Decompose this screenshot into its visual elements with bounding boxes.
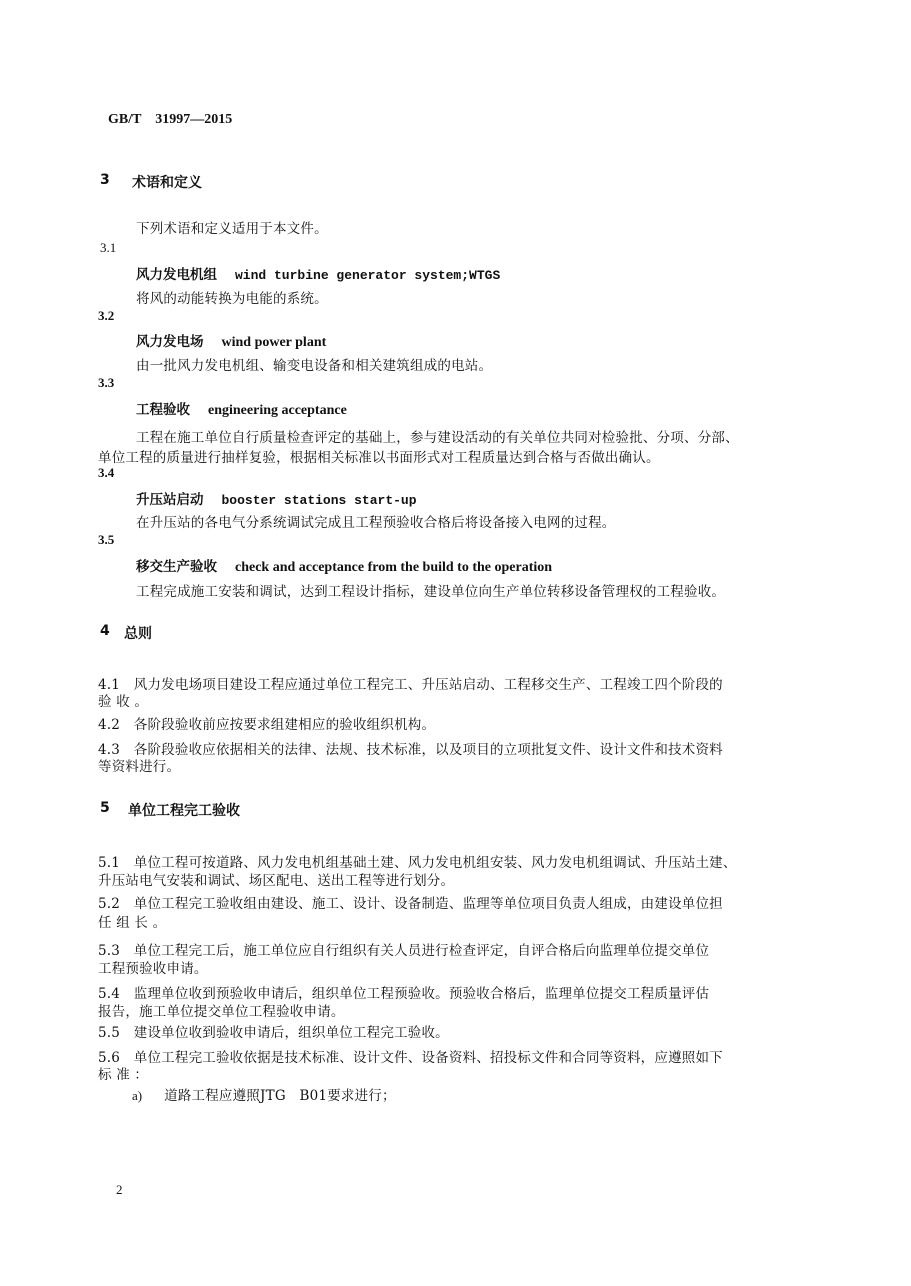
item-5-1-line2: 升压站电气安装和调试、场区配电、送出工程等进行划分。: [98, 873, 455, 889]
item-5-6-line2: 标 准 ：: [98, 1067, 149, 1083]
item-5-1-line1: 5.1 单位工程可按道路、风力发电机组基础土建、风力发电机组安装、风力发电机组调试、升压站土建、: [98, 855, 737, 871]
term-3-4-cn: 升压站启动: [136, 492, 204, 508]
term-3-2-definition: 由一批风力发电机组、输变电设备和相关建筑组成的电站。: [136, 358, 493, 374]
section-3-title: 术语和定义: [132, 175, 202, 191]
term-3-2-en: wind power plant: [221, 335, 327, 350]
term-3-4-en: booster stations start-up: [221, 493, 417, 508]
term-3-1-heading: [136, 263, 500, 283]
term-3-1-cn: 风力发电机组: [136, 267, 217, 283]
term-3-3-en: engineering acceptance: [208, 403, 347, 418]
item-4-3-line2: 等资料进行。: [98, 759, 181, 775]
term-3-5-en: check and acceptance from the build to the operation: [235, 560, 553, 575]
term-3-3-definition-line1: 工程在施工单位自行质量检查评定的基础上，参与建设活动的有关单位共同对检验批、分项、分部、: [136, 430, 739, 446]
section-5-number: 5: [100, 800, 110, 816]
item-5-3-line1: 5.3 单位工程完工后，施工单位应自行组织有关人员进行检查评定，自评合格后向监理单位提交单位: [98, 943, 710, 959]
item-5-4-line1: 5.4 监理单位收到预验收申请后，组织单位工程预验收。预验收合格后，监理单位提交工程质量评估: [98, 986, 710, 1002]
list-item-a-label: a): [132, 1088, 143, 1103]
term-3-3-cn: 工程验收: [136, 402, 190, 418]
list-item-a: [132, 1084, 396, 1104]
term-3-4-definition: 在升压站的各电气分系统调试完成且工程预验收合格后将设备接入电网的过程。: [136, 515, 616, 531]
term-3-1-en: wind turbine generator system;WTGS: [235, 268, 501, 283]
item-5-2-line2: 任 组 长 。: [98, 915, 167, 931]
item-5-2-line1: 5.2 单位工程完工验收组由建设、施工、设计、设备制造、监理等单位项目负责人组成，由建设单位担: [98, 896, 723, 912]
standard-code: GB/T 31997—2015: [108, 112, 233, 127]
term-3-5-definition: 工程完成施工安装和调试，达到工程设计指标，建设单位向生产单位转移设备管理权的工程验收。: [136, 584, 726, 600]
section-3-intro: 下列术语和定义适用于本文件。: [136, 221, 328, 237]
page-number: 2: [116, 1182, 123, 1197]
item-4-3-line1: 4.3 各阶段验收应依据相关的法律、法规、技术标准，以及项目的立项批复文件、设计文件和技术资料: [98, 742, 723, 758]
list-item-a-text: 道路工程应遵照JTG B01要求进行；: [164, 1088, 396, 1104]
term-3-5-cn: 移交生产验收: [136, 559, 217, 575]
item-5-6-line1: 5.6 单位工程完工验收依据是技术标准、设计文件、设备资料、招投标文件和合同等资料，应遵照如下: [98, 1050, 723, 1066]
term-3-4-number: 3.4: [98, 465, 115, 480]
section-4-title: 总则: [124, 626, 152, 642]
term-3-3-heading: [136, 398, 347, 419]
item-5-5: 5.5 建设单位收到验收申请后，组织单位工程完工验收。: [98, 1025, 449, 1041]
item-4-1-line1: 4.1 风力发电场项目建设工程应通过单位工程完工、升压站启动、工程移交生产、工程竣工四个阶段的: [98, 677, 723, 693]
item-5-4-line2: 报告，施工单位提交单位工程验收申请。: [98, 1004, 345, 1020]
item-4-1-line2: 验 收 。: [98, 694, 149, 710]
item-5-3-line2: 工程预验收申请。: [98, 961, 208, 977]
term-3-5-heading: [136, 555, 552, 576]
term-3-2-heading: [136, 330, 326, 351]
term-3-4-heading: [136, 488, 417, 508]
term-3-5-number: 3.5: [98, 532, 115, 547]
term-3-2-number: 3.2: [98, 308, 115, 323]
term-3-1-number: 3.1: [100, 240, 117, 255]
term-3-1-definition: 将风的动能转换为电能的系统。: [136, 291, 328, 307]
section-5-title: 单位工程完工验收: [128, 803, 240, 819]
item-4-2: 4.2 各阶段验收前应按要求组建相应的验收组织机构。: [98, 717, 436, 733]
term-3-2-cn: 风力发电场: [136, 334, 204, 350]
section-3-number: 3: [100, 172, 110, 188]
term-3-3-number: 3.3: [98, 375, 115, 390]
term-3-3-definition-line2: 单位工程的质量进行抽样复验，根据相关标准以书面形式对工程质量达到合格与否做出确认。: [98, 450, 660, 466]
section-4-number: 4: [100, 623, 110, 639]
